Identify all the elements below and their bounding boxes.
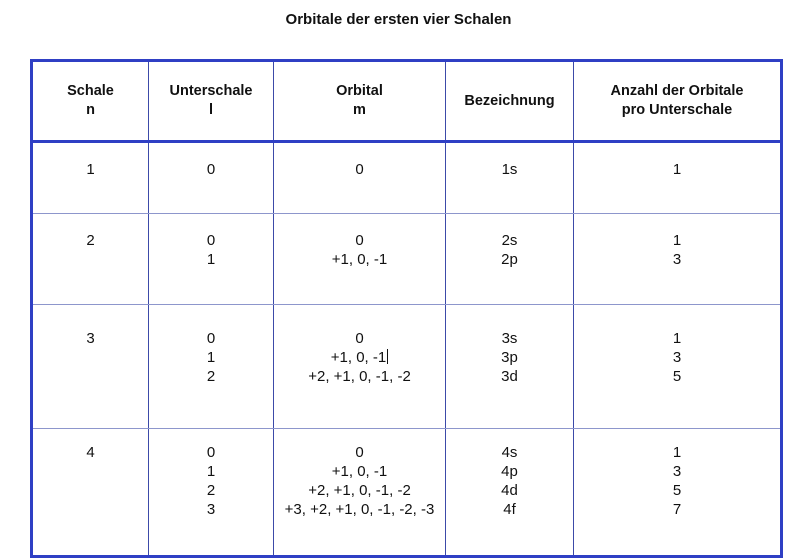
header-schale-line1: Schale: [67, 83, 114, 99]
value-anzahl: 3: [672, 463, 682, 480]
header-unterschale: [149, 61, 274, 142]
value-m: 0: [355, 161, 364, 178]
value-anzahl: 3: [672, 251, 682, 268]
value-anzahl: 7: [672, 501, 682, 518]
header-anzahl-line1: Anzahl der Orbitale: [610, 83, 744, 99]
value-n: 1: [86, 161, 95, 178]
cell-unterschale: [149, 142, 274, 214]
orbital-table: [30, 59, 783, 558]
value-n: 3: [86, 330, 95, 347]
value-m: +3, +2, +1, 0, -1, -2, -3: [284, 501, 435, 518]
cell-schale: [32, 305, 149, 429]
header-anzahl-line2: pro Unterschale: [621, 102, 733, 118]
value-m: 0: [355, 444, 364, 461]
table-row-shell-4: [32, 429, 782, 557]
value-anzahl: 5: [672, 482, 682, 499]
value-m: +1, 0, -1: [331, 463, 388, 480]
cell-anzahl: [574, 305, 782, 429]
cell-anzahl: [574, 429, 782, 557]
value-bezeichnung: 1s: [501, 161, 518, 178]
cell-orbital: [274, 429, 446, 557]
value-bezeichnung: 3p: [501, 349, 518, 366]
header-orbital-line2: m: [353, 102, 366, 118]
value-bezeichnung: 4p: [501, 463, 518, 480]
cell-anzahl: [574, 142, 782, 214]
cell-orbital: [274, 214, 446, 305]
value-l: 3: [206, 501, 216, 518]
value-bezeichnung: 3s: [501, 330, 518, 347]
value-m: 0: [355, 232, 364, 249]
cell-orbital: [274, 305, 446, 429]
cell-schale: [32, 214, 149, 305]
header-orbital: [274, 61, 446, 142]
cell-bezeichnung: [446, 142, 574, 214]
cell-bezeichnung: [446, 305, 574, 429]
value-m: +1, 0, -1: [330, 349, 387, 366]
header-orbital-line1: Orbital: [336, 83, 383, 99]
value-l: 0: [206, 444, 216, 461]
value-m-with-cursor: [274, 348, 445, 367]
value-l: 1: [206, 349, 216, 366]
header-bezeichnung: [446, 61, 574, 142]
value-anzahl: 1: [672, 444, 682, 461]
header-anzahl: [574, 61, 782, 142]
value-l: 2: [206, 368, 216, 385]
value-n: 2: [86, 232, 95, 249]
value-l: 0: [206, 232, 216, 249]
value-bezeichnung: 4f: [503, 501, 516, 518]
value-bezeichnung: 3d: [501, 368, 518, 385]
header-bezeichnung-line1: Bezeichnung: [464, 92, 555, 109]
value-m: +2, +1, 0, -1, -2: [308, 368, 411, 385]
value-l: 2: [206, 482, 216, 499]
page-title: Orbitale der ersten vier Schalen: [285, 11, 512, 28]
value-anzahl: 1: [672, 330, 682, 347]
value-anzahl: 1: [672, 232, 682, 249]
value-anzahl: 3: [672, 349, 682, 366]
cell-anzahl: [574, 214, 782, 305]
cell-unterschale: [149, 214, 274, 305]
value-m: +1, 0, -1: [331, 251, 388, 268]
table-row-shell-3: [32, 305, 782, 429]
value-l: 0: [206, 330, 216, 347]
header-schale-line2: n: [86, 102, 95, 118]
header-unterschale-line1: Unterschale: [169, 83, 253, 99]
header-row: [32, 61, 782, 142]
value-m: +2, +1, 0, -1, -2: [308, 482, 411, 499]
header-unterschale-line2: l: [208, 102, 214, 118]
cell-schale: [32, 142, 149, 214]
value-l: 0: [206, 161, 216, 178]
table-row-shell-1: [32, 142, 782, 214]
cell-schale: [32, 429, 149, 557]
value-bezeichnung: 2p: [501, 251, 518, 268]
value-n: 4: [86, 444, 95, 461]
value-m: 0: [355, 330, 364, 347]
value-bezeichnung: 4s: [501, 444, 518, 461]
cell-bezeichnung: [446, 214, 574, 305]
table-row-shell-2: [32, 214, 782, 305]
value-bezeichnung: 4d: [501, 482, 518, 499]
value-bezeichnung: 2s: [501, 232, 518, 249]
cell-unterschale: [149, 305, 274, 429]
value-anzahl: 5: [672, 368, 682, 385]
value-anzahl: 1: [672, 161, 682, 178]
value-l: 1: [206, 251, 216, 268]
cell-unterschale: [149, 429, 274, 557]
value-l: 1: [206, 463, 216, 480]
cell-orbital: [274, 142, 446, 214]
header-schale: [32, 61, 149, 142]
cell-bezeichnung: [446, 429, 574, 557]
text-cursor: [387, 349, 388, 364]
